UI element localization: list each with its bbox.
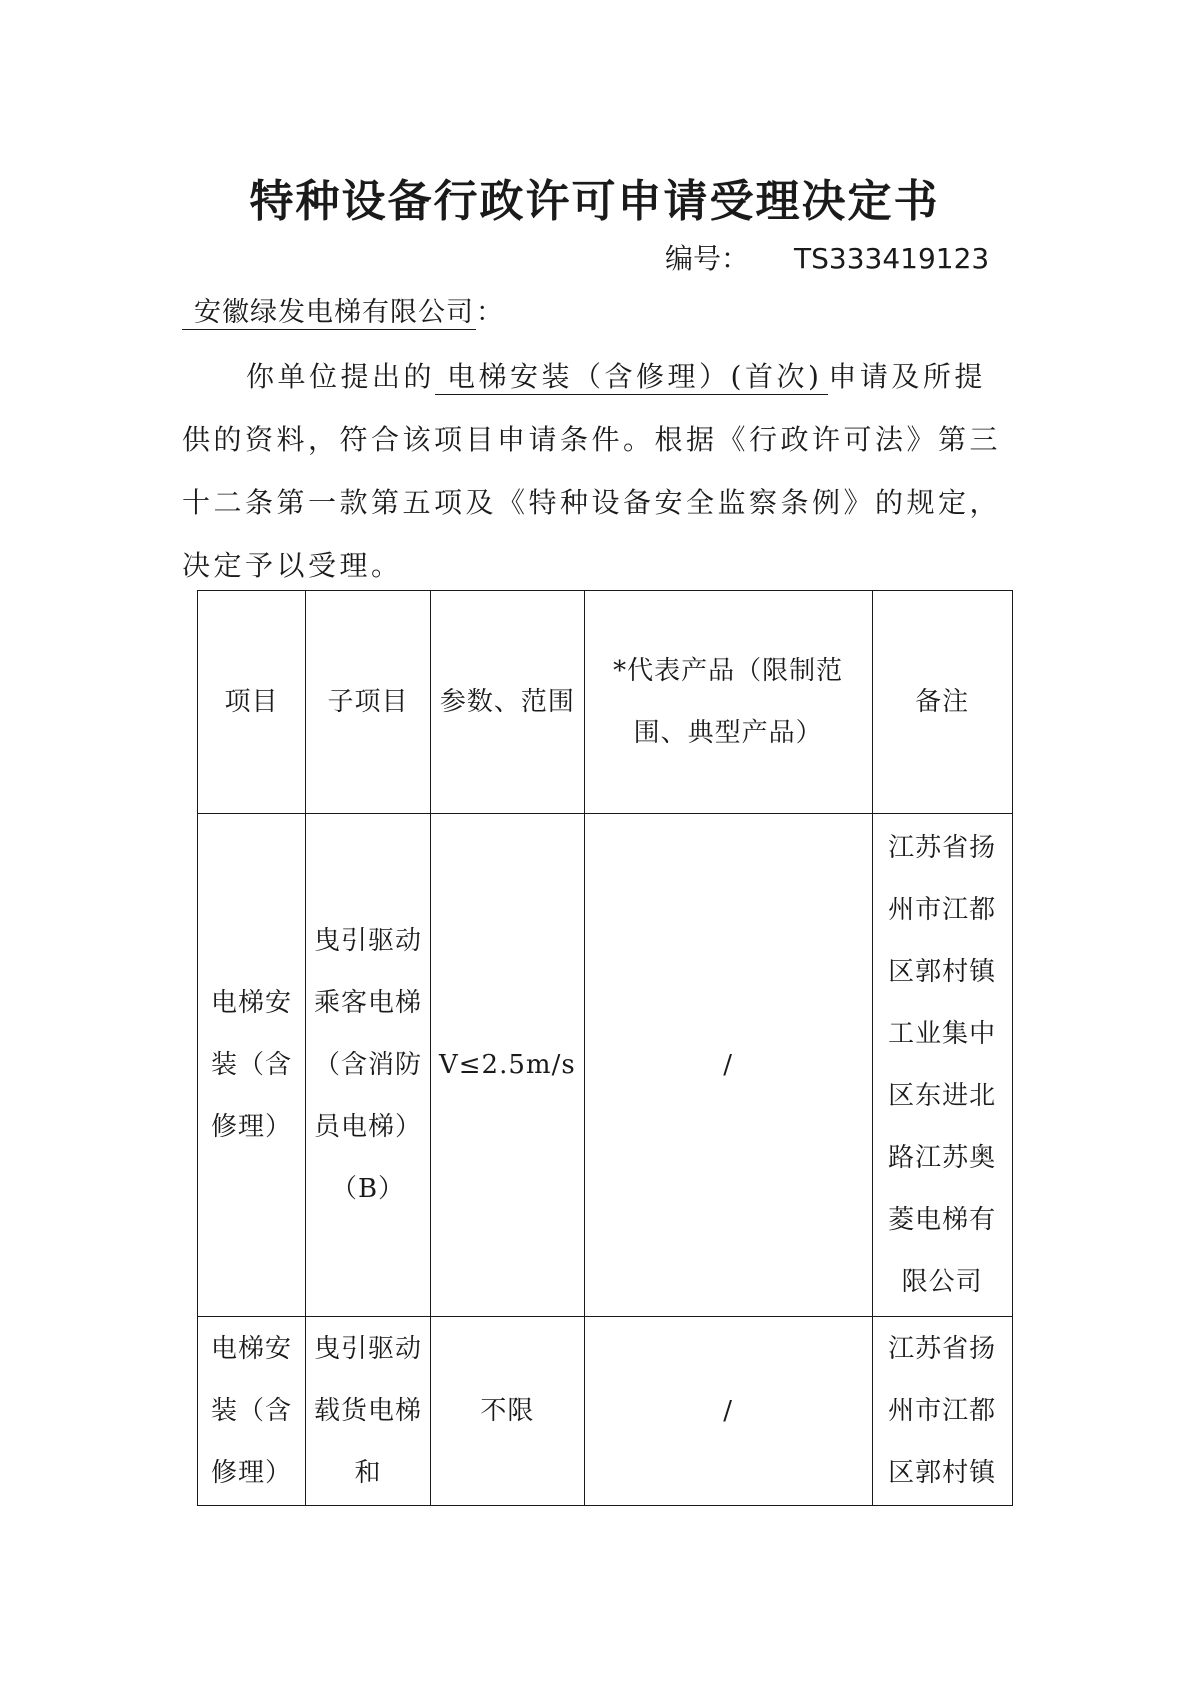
row-subitem: 曳引驱动载货电梯和 xyxy=(306,1317,431,1506)
row-param: V≤2.5m/s xyxy=(431,814,585,1317)
body-applied-item: 电梯安装（含修理）(首次) xyxy=(435,360,828,395)
row-item: 电梯安装（含修理） xyxy=(198,1317,306,1506)
body-lead: 你单位提出的 xyxy=(246,360,436,393)
row-remark: 江苏省扬州市江都区郭村镇 xyxy=(872,1317,1012,1506)
table-row xyxy=(198,814,1013,1317)
row-item: 电梯安装（含修理） xyxy=(198,814,306,1317)
header-remark: 备注 xyxy=(872,591,1012,814)
header-product: *代表产品（限制范围、典型产品） xyxy=(584,591,872,814)
row-product: / xyxy=(584,814,872,1317)
document-number-label: 编号： xyxy=(665,242,750,275)
header-param: 参数、范围 xyxy=(431,591,585,814)
row-param: 不限 xyxy=(431,1317,585,1506)
document-number-value: TS333419123 xyxy=(794,242,990,275)
document-number xyxy=(665,237,989,277)
row-product: / xyxy=(584,1317,872,1506)
header-subitem: 子项目 xyxy=(306,591,431,814)
table-header-row xyxy=(198,591,1013,814)
decision-body xyxy=(182,345,1012,597)
addressee-name: 安徽绿发电梯有限公司 xyxy=(182,297,476,330)
document-title: 特种设备行政许可申请受理决定书 xyxy=(249,176,940,227)
table-row xyxy=(198,1317,1013,1506)
header-item: 项目 xyxy=(198,591,306,814)
row-subitem: 曳引驱动乘客电梯（含消防员电梯）（B） xyxy=(306,814,431,1317)
row-remark: 江苏省扬州市江都区郭村镇工业集中区东进北路江苏奥菱电梯有限公司 xyxy=(872,814,1012,1317)
body-rest: 申请及所提供的资料，符合该项目申请条件。根据《行政许可法》第三十二条第一款第五项及《特种设备安全监察条例》的规定，决定予以受理。 xyxy=(182,360,1002,582)
addressee-suffix: ： xyxy=(476,297,504,328)
permit-table xyxy=(197,590,1013,1506)
addressee xyxy=(182,290,504,329)
